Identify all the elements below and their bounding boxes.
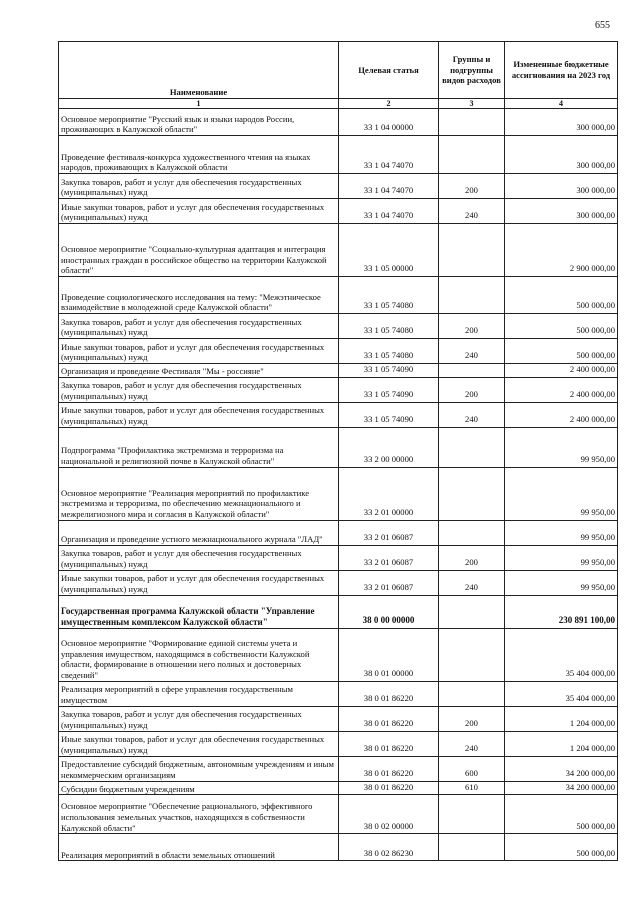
row-expense-group: 240 (439, 402, 505, 427)
table-row (59, 427, 618, 467)
row-amount: 300 000,00 (505, 174, 618, 199)
row-name: Закупка товаров, работ и услуг для обеспечения государственных (муниципальных) нужд (59, 314, 339, 339)
row-expense-group: 240 (439, 199, 505, 224)
row-amount: 99 950,00 (505, 427, 618, 467)
table-row (59, 781, 618, 795)
column-number: 3 (439, 99, 505, 109)
table-row (59, 545, 618, 570)
row-expense-group: 610 (439, 781, 505, 795)
table-row (59, 199, 618, 224)
row-name: Основное мероприятие "Русский язык и языки народов России, проживающих в Калужской области" (59, 109, 339, 136)
row-expense-group: 200 (439, 174, 505, 199)
header-target: Целевая статья (339, 42, 439, 99)
table-row (59, 377, 618, 402)
table-row (59, 314, 618, 339)
row-target-code: 33 2 01 06087 (339, 570, 439, 595)
row-name: Организация и проведение устного межнационального журнала "ЛАД" (59, 520, 339, 545)
table-row (59, 109, 618, 136)
table-row (59, 402, 618, 427)
table-row (59, 277, 618, 314)
row-target-code: 33 1 04 74070 (339, 199, 439, 224)
row-name: Закупка товаров, работ и услуг для обеспечения государственных (муниципальных) нужд (59, 377, 339, 402)
table-row (59, 681, 618, 706)
row-expense-group: 200 (439, 377, 505, 402)
row-target-code: 38 0 01 86220 (339, 756, 439, 781)
row-expense-group (439, 364, 505, 378)
row-expense-group (439, 595, 505, 628)
row-expense-group (439, 109, 505, 136)
row-target-code: 38 0 01 86220 (339, 731, 439, 756)
table-row (59, 795, 618, 834)
row-name: Предоставление субсидий бюджетным, автономным учреждениям и иным некоммерческим организациям (59, 756, 339, 781)
row-amount: 99 950,00 (505, 467, 618, 520)
row-amount: 500 000,00 (505, 834, 618, 861)
table-row (59, 364, 618, 378)
row-expense-group (439, 224, 505, 277)
row-target-code: 38 0 01 86220 (339, 681, 439, 706)
row-expense-group: 600 (439, 756, 505, 781)
row-expense-group (439, 277, 505, 314)
row-name: Организация и проведение Фестиваля "Мы - россияне" (59, 364, 339, 378)
row-expense-group: 240 (439, 339, 505, 364)
row-expense-group (439, 834, 505, 861)
row-expense-group (439, 427, 505, 467)
row-name: Государственная программа Калужской области "Управление имущественным комплексом Калужской области" (59, 595, 339, 628)
row-target-code: 38 0 01 86220 (339, 706, 439, 731)
row-target-code: 33 2 01 06087 (339, 545, 439, 570)
row-expense-group: 200 (439, 706, 505, 731)
row-name: Закупка товаров, работ и услуг для обеспечения государственных (муниципальных) нужд (59, 706, 339, 731)
row-amount: 500 000,00 (505, 795, 618, 834)
row-name: Иные закупки товаров, работ и услуг для обеспечения государственных (муниципальных) нужд (59, 402, 339, 427)
row-target-code: 33 1 05 74080 (339, 277, 439, 314)
row-name: Основное мероприятие "Реализация мероприятий по профилактике экстремизма и терроризма, по обеспечению межнационального и межрелигиозного мира и согласия в Калужской области" (59, 467, 339, 520)
column-number: 1 (59, 99, 339, 109)
row-name: Реализация мероприятий в области земельных отношений (59, 834, 339, 861)
page-number: 655 (595, 20, 610, 31)
row-target-code: 33 1 04 74070 (339, 174, 439, 199)
row-amount: 99 950,00 (505, 570, 618, 595)
row-amount: 35 404 000,00 (505, 628, 618, 681)
row-expense-group (439, 467, 505, 520)
row-name: Закупка товаров, работ и услуг для обеспечения государственных (муниципальных) нужд (59, 174, 339, 199)
row-amount: 500 000,00 (505, 339, 618, 364)
row-name: Реализация мероприятий в сфере управления государственным имуществом (59, 681, 339, 706)
row-amount: 1 204 000,00 (505, 706, 618, 731)
table-row (59, 520, 618, 545)
table-row (59, 595, 618, 628)
table-row (59, 731, 618, 756)
row-amount: 34 200 000,00 (505, 756, 618, 781)
table-row (59, 339, 618, 364)
row-amount: 34 200 000,00 (505, 781, 618, 795)
row-expense-group (439, 520, 505, 545)
row-name: Иные закупки товаров, работ и услуг для обеспечения государственных (муниципальных) нужд (59, 570, 339, 595)
row-target-code: 33 2 00 00000 (339, 427, 439, 467)
row-target-code: 33 1 05 74090 (339, 402, 439, 427)
row-name: Проведение социологического исследования на тему: "Межэтническое взаимодействие в молодежной среде Калужской области" (59, 277, 339, 314)
row-amount: 300 000,00 (505, 109, 618, 136)
table-row (59, 628, 618, 681)
row-amount: 99 950,00 (505, 545, 618, 570)
header-amount: Измененные бюджетные ассигнования на 2023 год (505, 42, 618, 99)
header-groups: Группы и подгруппы видов расходов (439, 42, 505, 99)
row-target-code: 33 2 01 06087 (339, 520, 439, 545)
row-expense-group (439, 795, 505, 834)
budget-table (58, 41, 618, 861)
row-amount: 2 400 000,00 (505, 364, 618, 378)
row-target-code: 38 0 01 00000 (339, 628, 439, 681)
row-target-code: 33 1 05 74090 (339, 377, 439, 402)
row-expense-group: 200 (439, 314, 505, 339)
row-amount: 500 000,00 (505, 277, 618, 314)
row-amount: 1 204 000,00 (505, 731, 618, 756)
row-name: Проведение фестиваля-конкурса художественного чтения на языках народов, проживающих в Калужской области (59, 136, 339, 174)
table-row (59, 174, 618, 199)
row-amount: 300 000,00 (505, 199, 618, 224)
table-row (59, 570, 618, 595)
row-expense-group: 240 (439, 731, 505, 756)
table-row (59, 756, 618, 781)
row-target-code: 33 1 05 00000 (339, 224, 439, 277)
row-expense-group: 240 (439, 570, 505, 595)
row-target-code: 38 0 01 86220 (339, 781, 439, 795)
row-target-code: 33 1 05 74090 (339, 364, 439, 378)
row-amount: 2 400 000,00 (505, 402, 618, 427)
table-row (59, 706, 618, 731)
table-row (59, 136, 618, 174)
row-name: Иные закупки товаров, работ и услуг для обеспечения государственных (муниципальных) нужд (59, 199, 339, 224)
table-row (59, 834, 618, 861)
row-amount: 35 404 000,00 (505, 681, 618, 706)
row-name: Иные закупки товаров, работ и услуг для обеспечения государственных (муниципальных) нужд (59, 339, 339, 364)
row-name: Иные закупки товаров, работ и услуг для обеспечения государственных (муниципальных) нужд (59, 731, 339, 756)
row-name: Субсидии бюджетным учреждениям (59, 781, 339, 795)
row-amount: 2 900 000,00 (505, 224, 618, 277)
row-amount: 500 000,00 (505, 314, 618, 339)
row-target-code: 38 0 02 86230 (339, 834, 439, 861)
row-target-code: 33 1 04 74070 (339, 136, 439, 174)
row-target-code: 38 0 02 00000 (339, 795, 439, 834)
table-row (59, 224, 618, 277)
row-name: Закупка товаров, работ и услуг для обеспечения государственных (муниципальных) нужд (59, 545, 339, 570)
row-expense-group: 200 (439, 545, 505, 570)
column-number: 2 (339, 99, 439, 109)
row-target-code: 33 1 05 74080 (339, 339, 439, 364)
row-amount: 99 950,00 (505, 520, 618, 545)
row-target-code: 38 0 00 00000 (339, 595, 439, 628)
header-name: Наименование (59, 42, 339, 99)
row-expense-group (439, 681, 505, 706)
row-name: Подпрограмма "Профилактика экстремизма и терроризма на национальной и религиозной почве в Калужской области" (59, 427, 339, 467)
row-name: Основное мероприятие "Обеспечение рационального, эффективного использования земельных участков, находящихся в собственности Калужской области" (59, 795, 339, 834)
row-target-code: 33 1 05 74080 (339, 314, 439, 339)
row-expense-group (439, 136, 505, 174)
column-number: 4 (505, 99, 618, 109)
row-name: Основное мероприятие "Социально-культурная адаптация и интеграция иностранных граждан в российское общество на территории Калужской области" (59, 224, 339, 277)
row-amount: 2 400 000,00 (505, 377, 618, 402)
row-amount: 230 891 100,00 (505, 595, 618, 628)
row-amount: 300 000,00 (505, 136, 618, 174)
table-row (59, 467, 618, 520)
row-target-code: 33 2 01 00000 (339, 467, 439, 520)
row-name: Основное мероприятие "Формирование единой системы учета и управления имуществом, находящимся в собственности Калужской области, формирование в отношении него полных и достоверных сведений" (59, 628, 339, 681)
row-expense-group (439, 628, 505, 681)
row-target-code: 33 1 04 00000 (339, 109, 439, 136)
